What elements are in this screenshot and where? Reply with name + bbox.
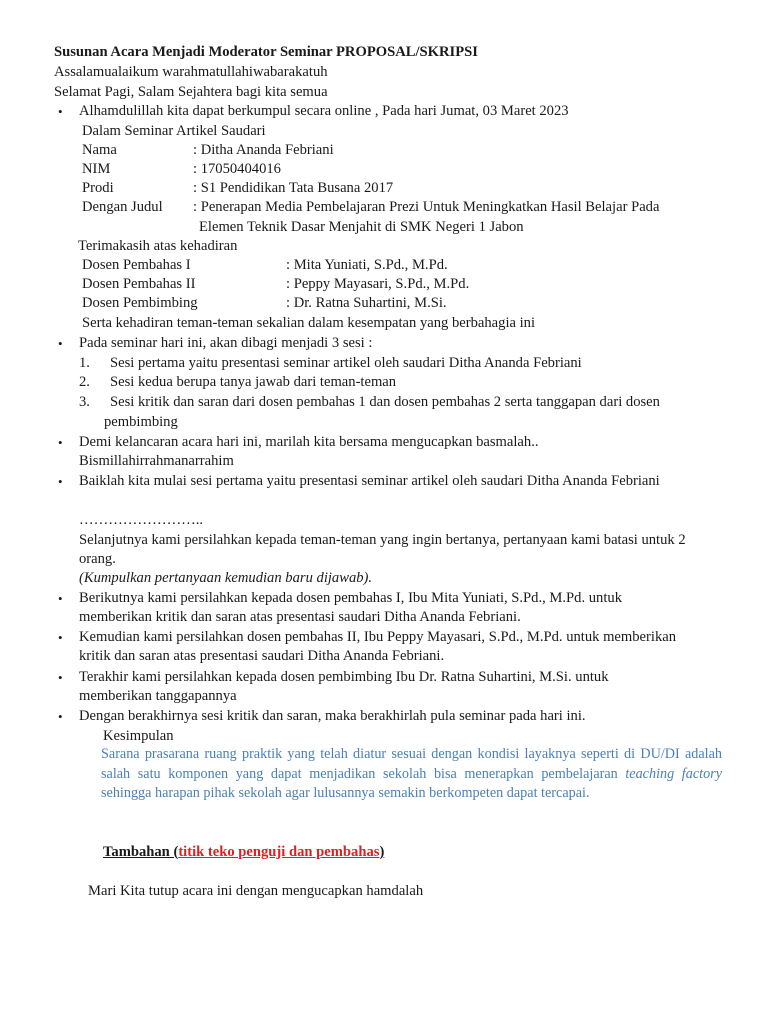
closing-statement: Mari Kita tutup acara ini dengan mengucapkan hamdalah	[88, 883, 424, 899]
qa-invitation-line2: orang.	[79, 551, 116, 567]
greeting-pagi: Selamat Pagi, Salam Sejahtera bagi kita semua	[54, 84, 328, 100]
bullet-marker: •	[58, 474, 63, 489]
basmalah-invitation: Demi kelancaran acara hari ini, marilah kita bersama mengucapkan basmalah..	[79, 434, 539, 450]
addition-note-red: titik teko penguji dan pembahas	[178, 844, 380, 860]
session-number-1: 1.	[79, 355, 90, 371]
conclusion-text-part1: Sarana prasarana ruang praktik yang telah diatur sesuai dengan kondisi layaknya seperti di DU/DI adalah salah satu komponen yang dapat menjadikan sekolah bisa menerapkan pembelajaran	[101, 746, 722, 782]
conclusion-italic-term: teaching factory	[625, 765, 722, 782]
student-prodi-value: : S1 Pendidikan Tata Busana 2017	[193, 180, 394, 196]
basmalah-text: Bismillahirrahmanarrahim	[79, 453, 234, 469]
student-name-label: Nama	[82, 142, 117, 158]
conclusion-paragraph	[101, 745, 722, 804]
student-nim-label: NIM	[82, 161, 111, 177]
bullet-marker: •	[58, 435, 63, 450]
conclusion-heading: Kesimpulan	[103, 728, 174, 744]
bullet-marker: •	[58, 630, 63, 645]
student-nim-value: : 17050404016	[193, 161, 281, 177]
advisor-invitation-line1: Terakhir kami persilahkan kepada dosen pembimbing Ibu Dr. Ratna Suhartini, M.Si. untuk	[79, 669, 609, 685]
addition-label: Tambahan (	[103, 844, 179, 860]
lecturer-advisor-value: : Dr. Ratna Suhartini, M.Si.	[286, 295, 447, 311]
session-3-text-line2: pembimbing	[104, 414, 178, 430]
addition-close: )	[379, 844, 385, 860]
lecturer-examiner1-label: Dosen Pembahas I	[82, 257, 191, 273]
first-session-start: Baiklah kita mulai sesi pertama yaitu presentasi seminar artikel oleh saudari Ditha Ananda Febriani	[79, 473, 660, 489]
student-title-label: Dengan Judul	[82, 199, 163, 215]
opening-statement: Alhamdulillah kita dapat berkumpul secara online , Pada hari Jumat, 03 Maret 2023	[79, 103, 569, 119]
student-title-value-line1: : Penerapan Media Pembelajaran Prezi Untuk Meningkatkan Hasil Belajar Pada	[193, 199, 660, 215]
lecturer-examiner1-value: : Mita Yuniati, S.Pd., M.Pd.	[286, 257, 448, 273]
sessions-intro: Pada seminar hari ini, akan dibagi menjadi 3 sesi :	[79, 335, 373, 351]
examiner2-invitation-line1: Kemudian kami persilahkan dosen pembahas II, Ibu Peppy Mayasari, S.Pd., M.Pd. untuk memberikan	[79, 629, 677, 645]
session-3-text-line1: Sesi kritik dan saran dari dosen pembahas 1 dan dosen pembahas 2 serta tanggapan dari dosen	[110, 394, 660, 410]
qa-invitation-line1: Selanjutnya kami persilahkan kepada teman-teman yang ingin bertanya, pertanyaan kami batasi untuk 2	[79, 532, 686, 548]
student-title-value-line2: Elemen Teknik Dasar Menjahit di SMK Negeri 1 Jabon	[199, 219, 524, 235]
lecturer-examiner2-label: Dosen Pembahas II	[82, 276, 196, 292]
ellipsis-placeholder: ……………………..	[79, 512, 204, 528]
conclusion-text-part2: sehingga harapan pihak sekolah agar lulusannya semakin berkompeten dapat tercapai.	[101, 785, 590, 802]
examiner2-invitation-line2: kritik dan saran atas presentasi saudari Ditha Ananda Febriani.	[79, 648, 445, 664]
student-name-value: : Ditha Ananda Febriani	[193, 142, 334, 158]
advisor-invitation-line2: memberikan tanggapannya	[79, 688, 237, 704]
lecturer-examiner2-value: : Peppy Mayasari, S.Pd., M.Pd.	[286, 276, 470, 292]
examiner1-invitation-line2: memberikan kritik dan saran atas presentasi saudari Ditha Ananda Febriani.	[79, 609, 521, 625]
bullet-marker: •	[58, 336, 63, 351]
bullet-marker: •	[58, 104, 63, 119]
attendance-line: Serta kehadiran teman-teman sekalian dalam kesempatan yang berbahagia ini	[82, 315, 536, 331]
greeting-salam: Assalamualaikum warahmatullahiwabarakatuh	[54, 64, 328, 80]
bullet-marker: •	[58, 670, 63, 685]
bullet-marker: •	[58, 709, 63, 724]
document-title: Susunan Acara Menjadi Moderator Seminar PROPOSAL/SKRIPSI	[54, 44, 478, 60]
bullet-marker: •	[58, 591, 63, 606]
qa-note: (Kumpulkan pertanyaan kemudian baru dijawab).	[79, 570, 373, 586]
seminar-end-statement: Dengan berakhirnya sesi kritik dan saran, maka berakhirlah pula seminar pada hari ini.	[79, 708, 586, 724]
session-1-text: Sesi pertama yaitu presentasi seminar artikel oleh saudari Ditha Ananda Febriani	[110, 355, 582, 371]
examiner1-invitation-line1: Berikutnya kami persilahkan kepada dosen pembahas I, Ibu Mita Yuniati, S.Pd., M.Pd. untuk	[79, 590, 622, 606]
seminar-intro: Dalam Seminar Artikel Saudari	[82, 123, 266, 139]
session-2-text: Sesi kedua berupa tanya jawab dari teman-teman	[110, 374, 397, 390]
thanks-line: Terimakasih atas kehadiran	[78, 238, 238, 254]
addition-heading	[103, 843, 384, 862]
student-prodi-label: Prodi	[82, 180, 114, 196]
session-number-3: 3.	[79, 394, 90, 410]
lecturer-advisor-label: Dosen Pembimbing	[82, 295, 198, 311]
session-number-2: 2.	[79, 374, 90, 390]
